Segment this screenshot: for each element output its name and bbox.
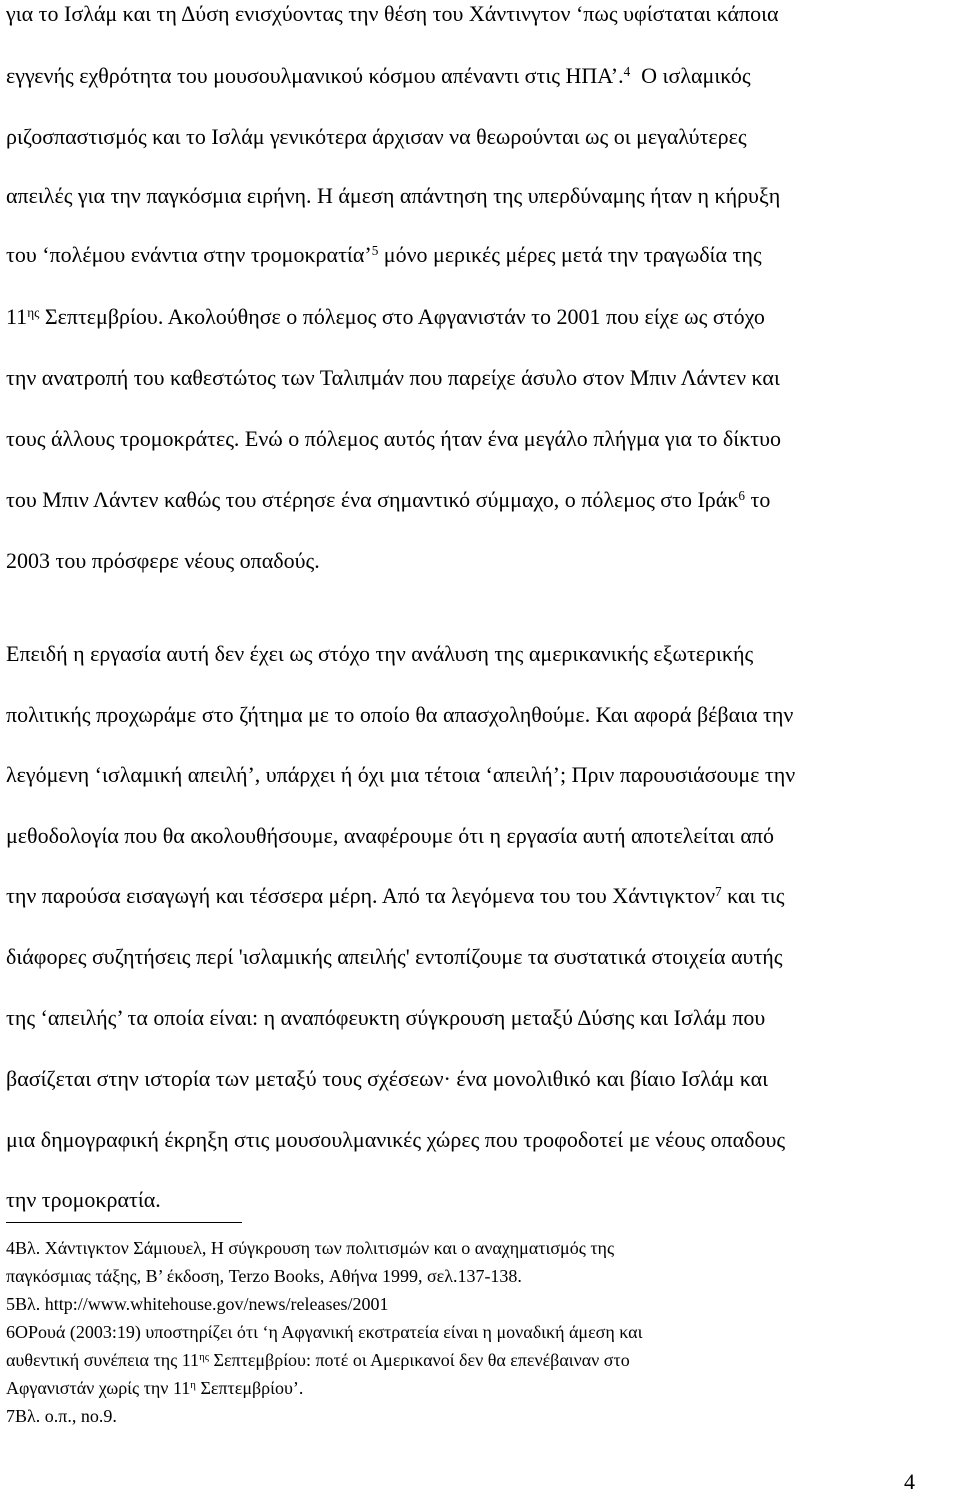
footnote-ref-7[interactable]: 7 [715, 883, 722, 899]
footnote-4-cont: παγκόσμιας τάξης, Β’ έκδοση, Terzo Books, Αθήνα 1999, σελ.137-138. [6, 1266, 522, 1286]
text-segment: την παρούσα εισαγωγή και τέσσερα μέρη. Από τα λεγόμενα του του Χάντιγκτον [6, 883, 716, 908]
text-line: διάφορες συζητήσεις περί 'ισλαμικής απειλής' εντοπίζουμε τα συστατικά στοιχεία αυτής [6, 944, 783, 969]
text-line: 2003 του πρόσφερε νέους οπαδούς. [6, 548, 320, 573]
text-line: πολιτικής προχωράμε στο ζήτημα με το οποίο θα απασχοληθούμε. Και αφορά βέβαια την [6, 702, 794, 727]
footnote-6-cont [6, 1377, 303, 1399]
text-line: την τρομοκρατία. [6, 1187, 161, 1212]
text-line: βασίζεται στην ιστορία των μεταξύ τους σχέσεων· ένα μονολιθικό και βίαιο Ισλάμ και [6, 1066, 769, 1091]
footnote-5 [6, 1293, 389, 1315]
ordinal-suffix: ης [27, 304, 40, 320]
text-line: λεγόμενη ‘ισλαμική απειλή’, υπάρχει ή όχι μια τέτοια ‘απειλή’; Πριν παρουσιάσουμε την [6, 762, 796, 787]
text-segment: Ο ισλαμικός [630, 63, 751, 88]
page-number: 4 [904, 1469, 915, 1494]
text-line [6, 63, 751, 89]
text-line: για το Ισλάμ και τη Δύση ενισχύοντας την θέση του Χάντινγτον ‘πως υφίσταται κάποια [6, 1, 779, 26]
text-segment: μόνο μερικές μέρες μετά την τραγωδία της [378, 242, 762, 267]
text-line [6, 883, 784, 909]
text-line: τους άλλους τρομοκράτες. Ενώ ο πόλεμος αυτός ήταν ένα μεγάλο πλήγμα για το δίκτυο [6, 426, 781, 451]
footnote-4: 4Βλ. Χάντιγκτον Σάμιουελ, Η σύγκρουση των πολιτισμών και ο αναχηματισμός της [6, 1238, 615, 1258]
text-line [6, 242, 762, 268]
footnote-7: 7Βλ. ο.π., no.9. [6, 1406, 117, 1426]
text-line: Επειδή η εργασία αυτή δεν έχει ως στόχο την ανάλυση της αμερικανικής εξωτερικής [6, 641, 754, 666]
text-line: την ανατροπή του καθεστώτος των Ταλιπμάν που παρείχε άσυλο στον Μπιν Λάντεν και [6, 365, 780, 390]
text-line: μεθοδολογία που θα ακολουθήσουμε, αναφέρουμε ότι η εργασία αυτή αποτελείται από [6, 823, 774, 848]
text-segment: Σεπτεμβρίου’. [195, 1378, 304, 1398]
text-segment: Σεπτεμβρίου. Ακολούθησε ο πόλεμος στο Αφγανιστάν το 2001 που είχε ως στόχο [39, 304, 765, 329]
footnote-ref-5[interactable]: 5 [371, 242, 379, 258]
text-line [6, 487, 770, 513]
text-segment: το [745, 487, 771, 512]
text-segment: 11 [6, 304, 28, 329]
text-line: απειλές για την παγκόσμια ειρήνη. Η άμεση απάντηση της υπερδύναμης ήταν η κήρυξη [6, 183, 781, 208]
footnote-6: 6ΟΡουά (2003:19) υποστηρίζει ότι ‘η Αφγανική εκστρατεία είναι η μοναδική άμεση και [6, 1322, 643, 1342]
text-segment: εγγενής εχθρότητα του μουσουλμανικού κόσμου απέναντι στις ΗΠΑ’. [6, 63, 624, 88]
text-segment: και τις [721, 883, 785, 908]
footnote-ref-6[interactable]: 6 [738, 487, 745, 503]
footnote-ref-4[interactable]: 4 [623, 63, 631, 79]
footnote-separator [6, 1222, 242, 1223]
text-segment: του ‘πολέμου ενάντια στην τρομοκρατία’ [6, 242, 372, 267]
text-line: μια δημογραφική έκρηξη στις μουσουλμανικές χώρες που τροφοδοτεί με νέους οπαδους [6, 1127, 786, 1152]
text-segment: αυθεντική συνέπεια της 11 [6, 1350, 200, 1370]
text-segment: του Μπιν Λάντεν καθώς του στέρησε ένα σημαντικό σύμμαχο, ο πόλεμος στο Ιράκ [6, 487, 739, 512]
footnote-6-cont [6, 1349, 630, 1371]
text-line: της ‘απειλής’ τα οποία είναι: η αναπόφευκτη σύγκρουση μεταξύ Δύσης και Ισλάμ που [6, 1005, 766, 1030]
text-segment: Αφγανιστάν χωρίς την 11 [6, 1378, 191, 1398]
ordinal-suffix: ης [199, 1351, 209, 1363]
text-segment: Σεπτεμβρίου: ποτέ οι Αμερικανοί δεν θα επενέβαιναν στο [208, 1350, 630, 1370]
text-line [6, 304, 765, 330]
text-line: ριζοσπαστισμός και το Ισλάμ γενικότερα άρχισαν να θεωρούνται ως οι μεγαλύτερες [6, 124, 747, 149]
footnote-5-text[interactable]: 5Βλ. http://www.whitehouse.gov/news/releases/2001 [6, 1294, 389, 1314]
ordinal-suffix: η [190, 1379, 196, 1391]
